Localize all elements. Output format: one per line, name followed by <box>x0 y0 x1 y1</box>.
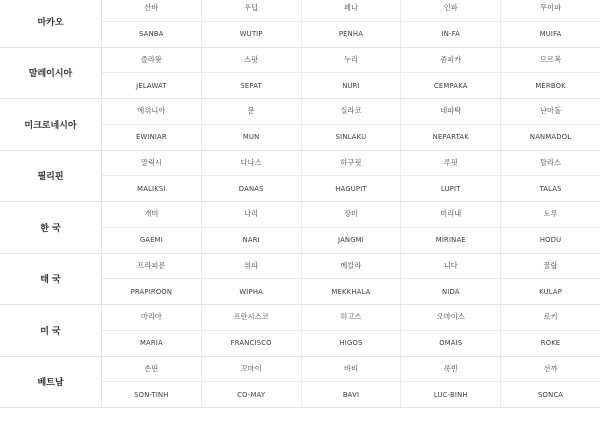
korean-typhoon-name: 좀피카 <box>401 48 501 73</box>
country-group <box>0 99 600 151</box>
korean-typhoon-name: 히고스 <box>302 305 402 330</box>
english-typhoon-name: NIDA <box>401 279 501 304</box>
country-name: 한 국 <box>0 202 102 253</box>
korean-typhoon-name: 므르복 <box>540 54 562 64</box>
english-typhoon-name: CO-MAY <box>202 382 302 407</box>
english-typhoon-name: NANMADOL <box>529 133 572 142</box>
english-typhoon-name: DANAS <box>202 176 302 201</box>
korean-typhoon-name: 다나스 <box>202 151 302 176</box>
korean-typhoon-name: 무이파 <box>540 3 562 13</box>
english-name-row <box>102 331 600 356</box>
country-group <box>0 357 600 409</box>
korean-typhoon-name: 루핏 <box>401 151 501 176</box>
english-typhoon-name: KULAP <box>539 287 563 296</box>
korean-typhoon-name: 실라코 <box>302 99 402 124</box>
korean-typhoon-name: 탈라스 <box>540 157 562 167</box>
country-group <box>0 305 600 357</box>
korean-typhoon-name: 위파 <box>202 254 302 279</box>
english-typhoon-name: CEMPAKA <box>401 73 501 98</box>
country-name: 마카오 <box>0 0 102 47</box>
english-typhoon-name: IN-FA <box>401 22 501 47</box>
english-typhoon-name: EWINIAR <box>102 125 202 150</box>
english-typhoon-name: TALAS <box>539 184 562 193</box>
korean-typhoon-name: 마리아 <box>102 305 202 330</box>
korean-typhoon-name: 누리 <box>302 48 402 73</box>
english-typhoon-name: HODU <box>539 236 562 245</box>
country-group <box>0 254 600 306</box>
english-typhoon-name: NARI <box>202 228 302 253</box>
english-typhoon-name: SONCA <box>538 390 564 399</box>
english-typhoon-name: MALIKSI <box>102 176 202 201</box>
korean-name-row <box>102 0 600 22</box>
korean-typhoon-name: 개미 <box>102 202 202 227</box>
korean-typhoon-name: 페나 <box>302 0 402 21</box>
korean-typhoon-name: 꿀랍 <box>543 260 558 270</box>
korean-typhoon-name: 문 <box>202 99 302 124</box>
korean-typhoon-name: 손띤 <box>102 357 202 382</box>
english-typhoon-name: FRANCISCO <box>202 331 302 356</box>
korean-typhoon-name: 프란시스코 <box>202 305 302 330</box>
english-typhoon-name: MEKKHALA <box>302 279 402 304</box>
english-name-row <box>102 176 600 201</box>
english-typhoon-name: PRAPIROON <box>102 279 202 304</box>
korean-typhoon-name: 노루 <box>543 209 558 219</box>
country-name: 태 국 <box>0 254 102 305</box>
korean-typhoon-name: 에위니아 <box>102 99 202 124</box>
korean-typhoon-name: 꼬마이 <box>202 357 302 382</box>
english-name-row <box>102 73 600 98</box>
english-typhoon-name: LUPIT <box>401 176 501 201</box>
english-name-row <box>102 228 600 253</box>
country-name: 베트남 <box>0 357 102 408</box>
korean-typhoon-name: 난마돌 <box>540 106 562 116</box>
english-typhoon-name: MIRINAE <box>401 228 501 253</box>
english-typhoon-name: SINLAKU <box>302 125 402 150</box>
korean-typhoon-name: 산바 <box>102 0 202 21</box>
english-name-row <box>102 125 600 150</box>
country-name: 미크로네시아 <box>0 99 102 150</box>
english-typhoon-name: WUTIP <box>202 22 302 47</box>
korean-typhoon-name: 미리내 <box>401 202 501 227</box>
english-typhoon-name: OMAIS <box>401 331 501 356</box>
english-name-row <box>102 22 600 47</box>
english-typhoon-name: JANGMI <box>302 228 402 253</box>
country-name: 필리핀 <box>0 151 102 202</box>
english-typhoon-name: NEPARTAK <box>401 125 501 150</box>
korean-typhoon-name: 즐라왓 <box>102 48 202 73</box>
korean-name-row <box>102 357 600 383</box>
english-typhoon-name: HIGOS <box>302 331 402 356</box>
korean-typhoon-name: 하구핏 <box>302 151 402 176</box>
english-typhoon-name: ROKE <box>540 339 561 348</box>
english-typhoon-name: NURI <box>302 73 402 98</box>
country-group <box>0 48 600 100</box>
english-name-row <box>102 382 600 407</box>
korean-name-row <box>102 202 600 228</box>
country-name: 미 국 <box>0 305 102 356</box>
korean-typhoon-name: 스팟 <box>202 48 302 73</box>
korean-typhoon-name: 바비 <box>302 357 402 382</box>
english-typhoon-name: MERBOK <box>535 81 566 90</box>
korean-name-row <box>102 151 600 177</box>
english-typhoon-name: GAEMI <box>102 228 202 253</box>
country-name: 말레이시아 <box>0 48 102 99</box>
korean-typhoon-name: 선까 <box>543 363 558 373</box>
english-typhoon-name: MUIFA <box>539 30 562 39</box>
english-typhoon-name: MUN <box>202 125 302 150</box>
korean-typhoon-name: 룩빈 <box>401 357 501 382</box>
english-typhoon-name: PENHA <box>302 22 402 47</box>
english-typhoon-name: MARIA <box>102 331 202 356</box>
korean-typhoon-name: 프라피룬 <box>102 254 202 279</box>
korean-typhoon-name: 우딥 <box>202 0 302 21</box>
english-name-row <box>102 279 600 304</box>
korean-name-row <box>102 99 600 125</box>
korean-typhoon-name: 메칼라 <box>302 254 402 279</box>
english-typhoon-name: SON-TINH <box>102 382 202 407</box>
korean-typhoon-name: 니다 <box>401 254 501 279</box>
korean-typhoon-name: 말릭시 <box>102 151 202 176</box>
korean-name-row <box>102 254 600 280</box>
country-group <box>0 202 600 254</box>
korean-typhoon-name: 오마이스 <box>401 305 501 330</box>
korean-typhoon-name: 인파 <box>401 0 501 21</box>
korean-typhoon-name: 나리 <box>202 202 302 227</box>
english-typhoon-name: WIPHA <box>202 279 302 304</box>
korean-typhoon-name: 로키 <box>543 312 558 322</box>
english-typhoon-name: BAVI <box>302 382 402 407</box>
country-group <box>0 0 600 48</box>
english-typhoon-name: SEPAT <box>202 73 302 98</box>
english-typhoon-name: LUC-BINH <box>401 382 501 407</box>
english-typhoon-name: HAGUPIT <box>302 176 402 201</box>
country-group <box>0 151 600 203</box>
korean-name-row <box>102 305 600 331</box>
korean-name-row <box>102 48 600 74</box>
korean-typhoon-name: 네파탁 <box>401 99 501 124</box>
english-typhoon-name: SANBA <box>102 22 202 47</box>
english-typhoon-name: JELAWAT <box>102 73 202 98</box>
korean-typhoon-name: 장미 <box>302 202 402 227</box>
